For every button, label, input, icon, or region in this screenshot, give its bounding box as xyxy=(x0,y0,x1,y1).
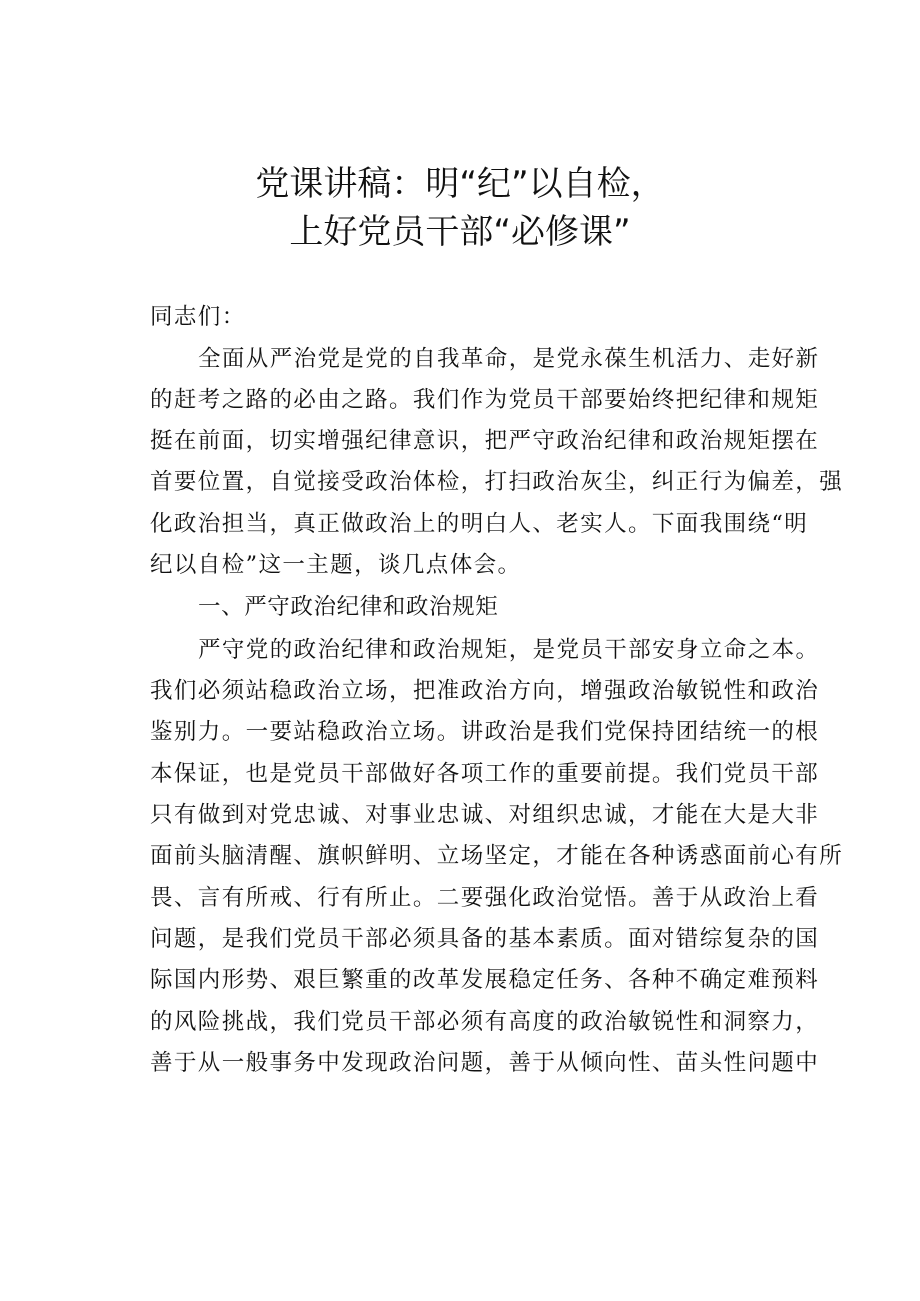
paragraph-line: 纪以自检”这一主题，谈几点体会。 xyxy=(150,552,522,578)
paragraph-line: 鉴别力。一要站稳政治立场。讲政治是我们党保持团结统一的根 xyxy=(150,719,820,745)
paragraph-line: 首要位置，自觉接受政治体检，打扫政治灰尘，纠正行为偏差，强 xyxy=(150,469,844,495)
paragraph-line: 问题，是我们党员干部必须具备的基本素质。面对错综复杂的国 xyxy=(150,926,820,952)
paragraph-line: 畏、言有所戒、行有所止。二要强化政治觉悟。善于从政治上看 xyxy=(150,885,820,911)
salutation: 同志们： xyxy=(150,304,246,330)
paragraph-line: 际国内形势、艰巨繁重的改革发展稳定任务、各种不确定难预料 xyxy=(150,967,820,993)
paragraph-line: 的赶考之路的必由之路。我们作为党员干部要始终把纪律和规矩 xyxy=(150,387,820,413)
title-line-2: 上好党员干部“必修课” xyxy=(289,212,631,252)
paragraph-line: 面前头脑清醒、旗帜鲜明、立场坚定，才能在各种诱惑面前心有所 xyxy=(150,843,844,869)
paragraph-line: 只有做到对党忠诚、对事业忠诚、对组织忠诚，才能在大是大非 xyxy=(150,802,820,828)
title-line-1: 党课讲稿：明“纪”以自检， xyxy=(255,164,665,204)
paragraph-line: 化政治担当，真正做政治上的明白人、老实人。下面我围绕“明 xyxy=(150,511,809,537)
paragraph-line: 我们必须站稳政治立场，把准政治方向，增强政治敏锐性和政治 xyxy=(150,678,820,704)
paragraph-line: 善于从一般事务中发现政治问题，善于从倾向性、苗头性问题中 xyxy=(150,1050,820,1076)
paragraph-line: 的风险挑战，我们党员干部必须有高度的政治敏锐性和洞察力， xyxy=(150,1009,820,1035)
paragraph-line: 本保证，也是党员干部做好各项工作的重要前提。我们党员干部 xyxy=(150,761,820,787)
section-heading: 一、严守政治纪律和政治规矩 xyxy=(198,594,499,620)
paragraph-line: 挺在前面，切实增强纪律意识，把严守政治纪律和政治规矩摆在 xyxy=(150,428,820,454)
paragraph-line: 严守党的政治纪律和政治规矩，是党员干部安身立命之本。 xyxy=(198,637,820,663)
paragraph-line: 全面从严治党是党的自我革命，是党永葆生机活力、走好新 xyxy=(198,346,820,372)
